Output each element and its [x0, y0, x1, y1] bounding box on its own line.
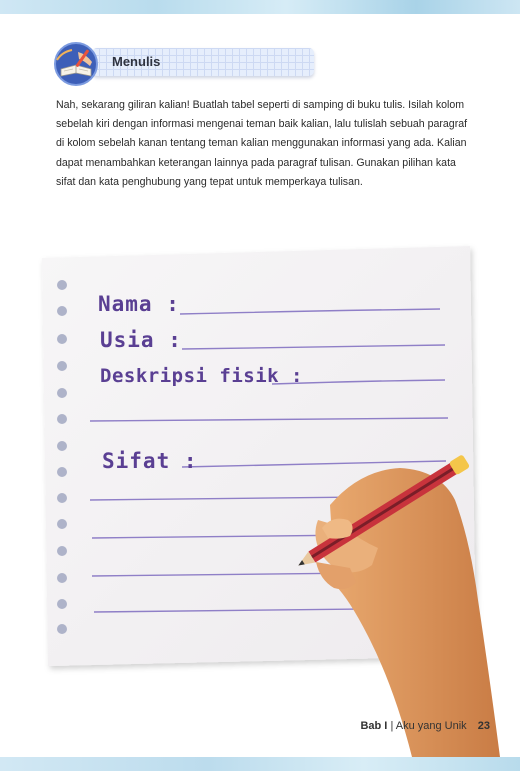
page-footer [360, 720, 490, 732]
chapter-title: Aku yang Unik [395, 720, 467, 732]
field-label-sifat: Sifat : [102, 449, 198, 473]
field-label-deskripsi-fisik: Deskripsi fisik : [100, 365, 303, 387]
section-title: Menulis [112, 54, 161, 69]
bottom-decorative-band [0, 757, 520, 771]
arm [330, 468, 500, 757]
footer-separator: | [390, 720, 394, 732]
instruction-paragraph: Nah, sekarang giliran kalian! Buatlah tabel seperti di samping di buku tulis. Isilah kolom sebelah kiri dengan informasi mengenai teman baik kalian, lalu tulislah sebuah paragraf di kolom sebelah kanan tentang teman kalian menggunakan informasi yang ada. Kalian dapat menambahkan keterangan lainnya pada paragraf tulisan. Gunakan pilihan kata sifat dan kata penghubung yang tepat untuk memperkaya tulisan. [56, 99, 468, 188]
chapter-label: Bab I [360, 720, 388, 732]
field-label-nama: Nama : [98, 292, 180, 316]
field-label-usia: Usia : [100, 328, 182, 352]
page-number: 23 [477, 720, 490, 732]
